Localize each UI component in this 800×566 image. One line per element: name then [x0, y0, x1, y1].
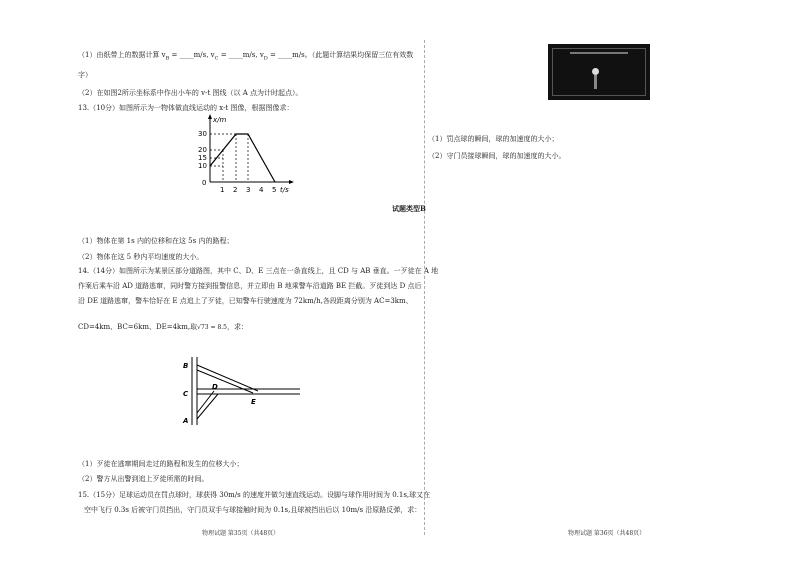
q13-sub1: （1）物体在第 1s 内的位移和在这 5s 内的路程； — [78, 237, 234, 245]
q15-line2: 空中飞行 0.3s 后被守门员挡出，守门员双手与球接触时间为 0.1s,且球被挡出后以 10m/s 沿原路反弹，求： — [84, 506, 422, 514]
x-axis-label: t/s — [280, 186, 289, 194]
q13-sub2: （2）物体在这 5 秒内平均速度的大小。 — [78, 253, 204, 261]
q15-sub2: （2）守门员接球瞬间，球的加速度的大小。 — [428, 152, 566, 160]
point-B: B — [183, 362, 189, 370]
sqrt-formula: √73 = 8.5 — [197, 324, 227, 331]
goalkeeper-photo — [548, 44, 650, 100]
y-tick-20: 20 — [198, 146, 207, 154]
point-E: E — [251, 398, 256, 406]
x-tick-1: 1 — [220, 186, 225, 194]
y-axis-label: x/m — [213, 116, 227, 124]
q12-part2: （2）在如图2所示坐标系中作出小车的 v-t 图线（以 A 点为计时起点）。 — [78, 89, 303, 97]
q12-part1: （1）由纸带上的数据计算 $v_B$ = ____m/s, $v_C$ = ____m/s, $v_D$ = ____m/s。（此题计算结果均保留三位有效数 — [78, 51, 414, 62]
x-tick-4: 4 — [259, 186, 264, 194]
q14-line3: 沿 DE 道路逃窜，警车恰好在 E 点追上了歹徒，已知警车行驶速度为 72km/h,各段距离分别为 AC=3km、 — [78, 297, 413, 305]
x-tick-5: 5 — [272, 186, 277, 194]
road-map — [180, 355, 302, 427]
footer-left: 物理试题 第35页（共48页） — [202, 530, 280, 537]
q12-part1-cont: 字） — [78, 71, 92, 79]
q15-sub1: （1）罚点球的瞬间，球的加速度的大小； — [428, 135, 559, 143]
q13-stem: 13.（10分）如图所示为一物体做直线运动的 x-t 图像，根据图像求： — [78, 104, 294, 112]
q14-sub2: （2）警方从出警到追上歹徒所需的时间。 — [78, 475, 209, 483]
q14-line4: CD=4km、BC=6km、DE=4km,取√73 = 8.5，求： — [78, 323, 248, 331]
q14-sub1: （1）歹徒在逃窜期间走过的路程和发生的位移大小； — [78, 460, 244, 468]
xt-graph — [196, 112, 296, 194]
x-tick-3: 3 — [246, 186, 251, 194]
q14-line1: 14.（14分）如图所示为某景区部分道路图，其中 C、D、E 三点在一条直线上，且 CD 与 AB 垂直。一歹徒在 A 地 — [78, 267, 439, 275]
y-tick-15: 15 — [198, 154, 207, 162]
point-A: A — [183, 417, 189, 425]
x-tick-2: 2 — [233, 186, 238, 194]
footer-right: 物理试题 第36页（共48页） — [568, 530, 646, 537]
y-tick-0: 0 — [202, 179, 207, 187]
q14-line2: 作案后乘车沿 AD 道路逃窜，同时警方接到报警信息，并立即由 B 地乘警车沿道路 BE 拦截。歹徒到达 D 点后 — [78, 282, 422, 290]
y-tick-10: 10 — [198, 162, 207, 170]
column-divider — [424, 40, 425, 535]
section-title: 试题类型B — [392, 204, 426, 213]
point-C: C — [183, 390, 189, 398]
y-tick-30: 30 — [198, 130, 207, 138]
q15-line1: 15.（15分）足球运动员在罚点球时，球获得 30m/s 的速度并做匀速直线运动。设脚与球作用时间为 0.1s,球又在 — [78, 491, 431, 499]
point-D: D — [212, 383, 218, 391]
